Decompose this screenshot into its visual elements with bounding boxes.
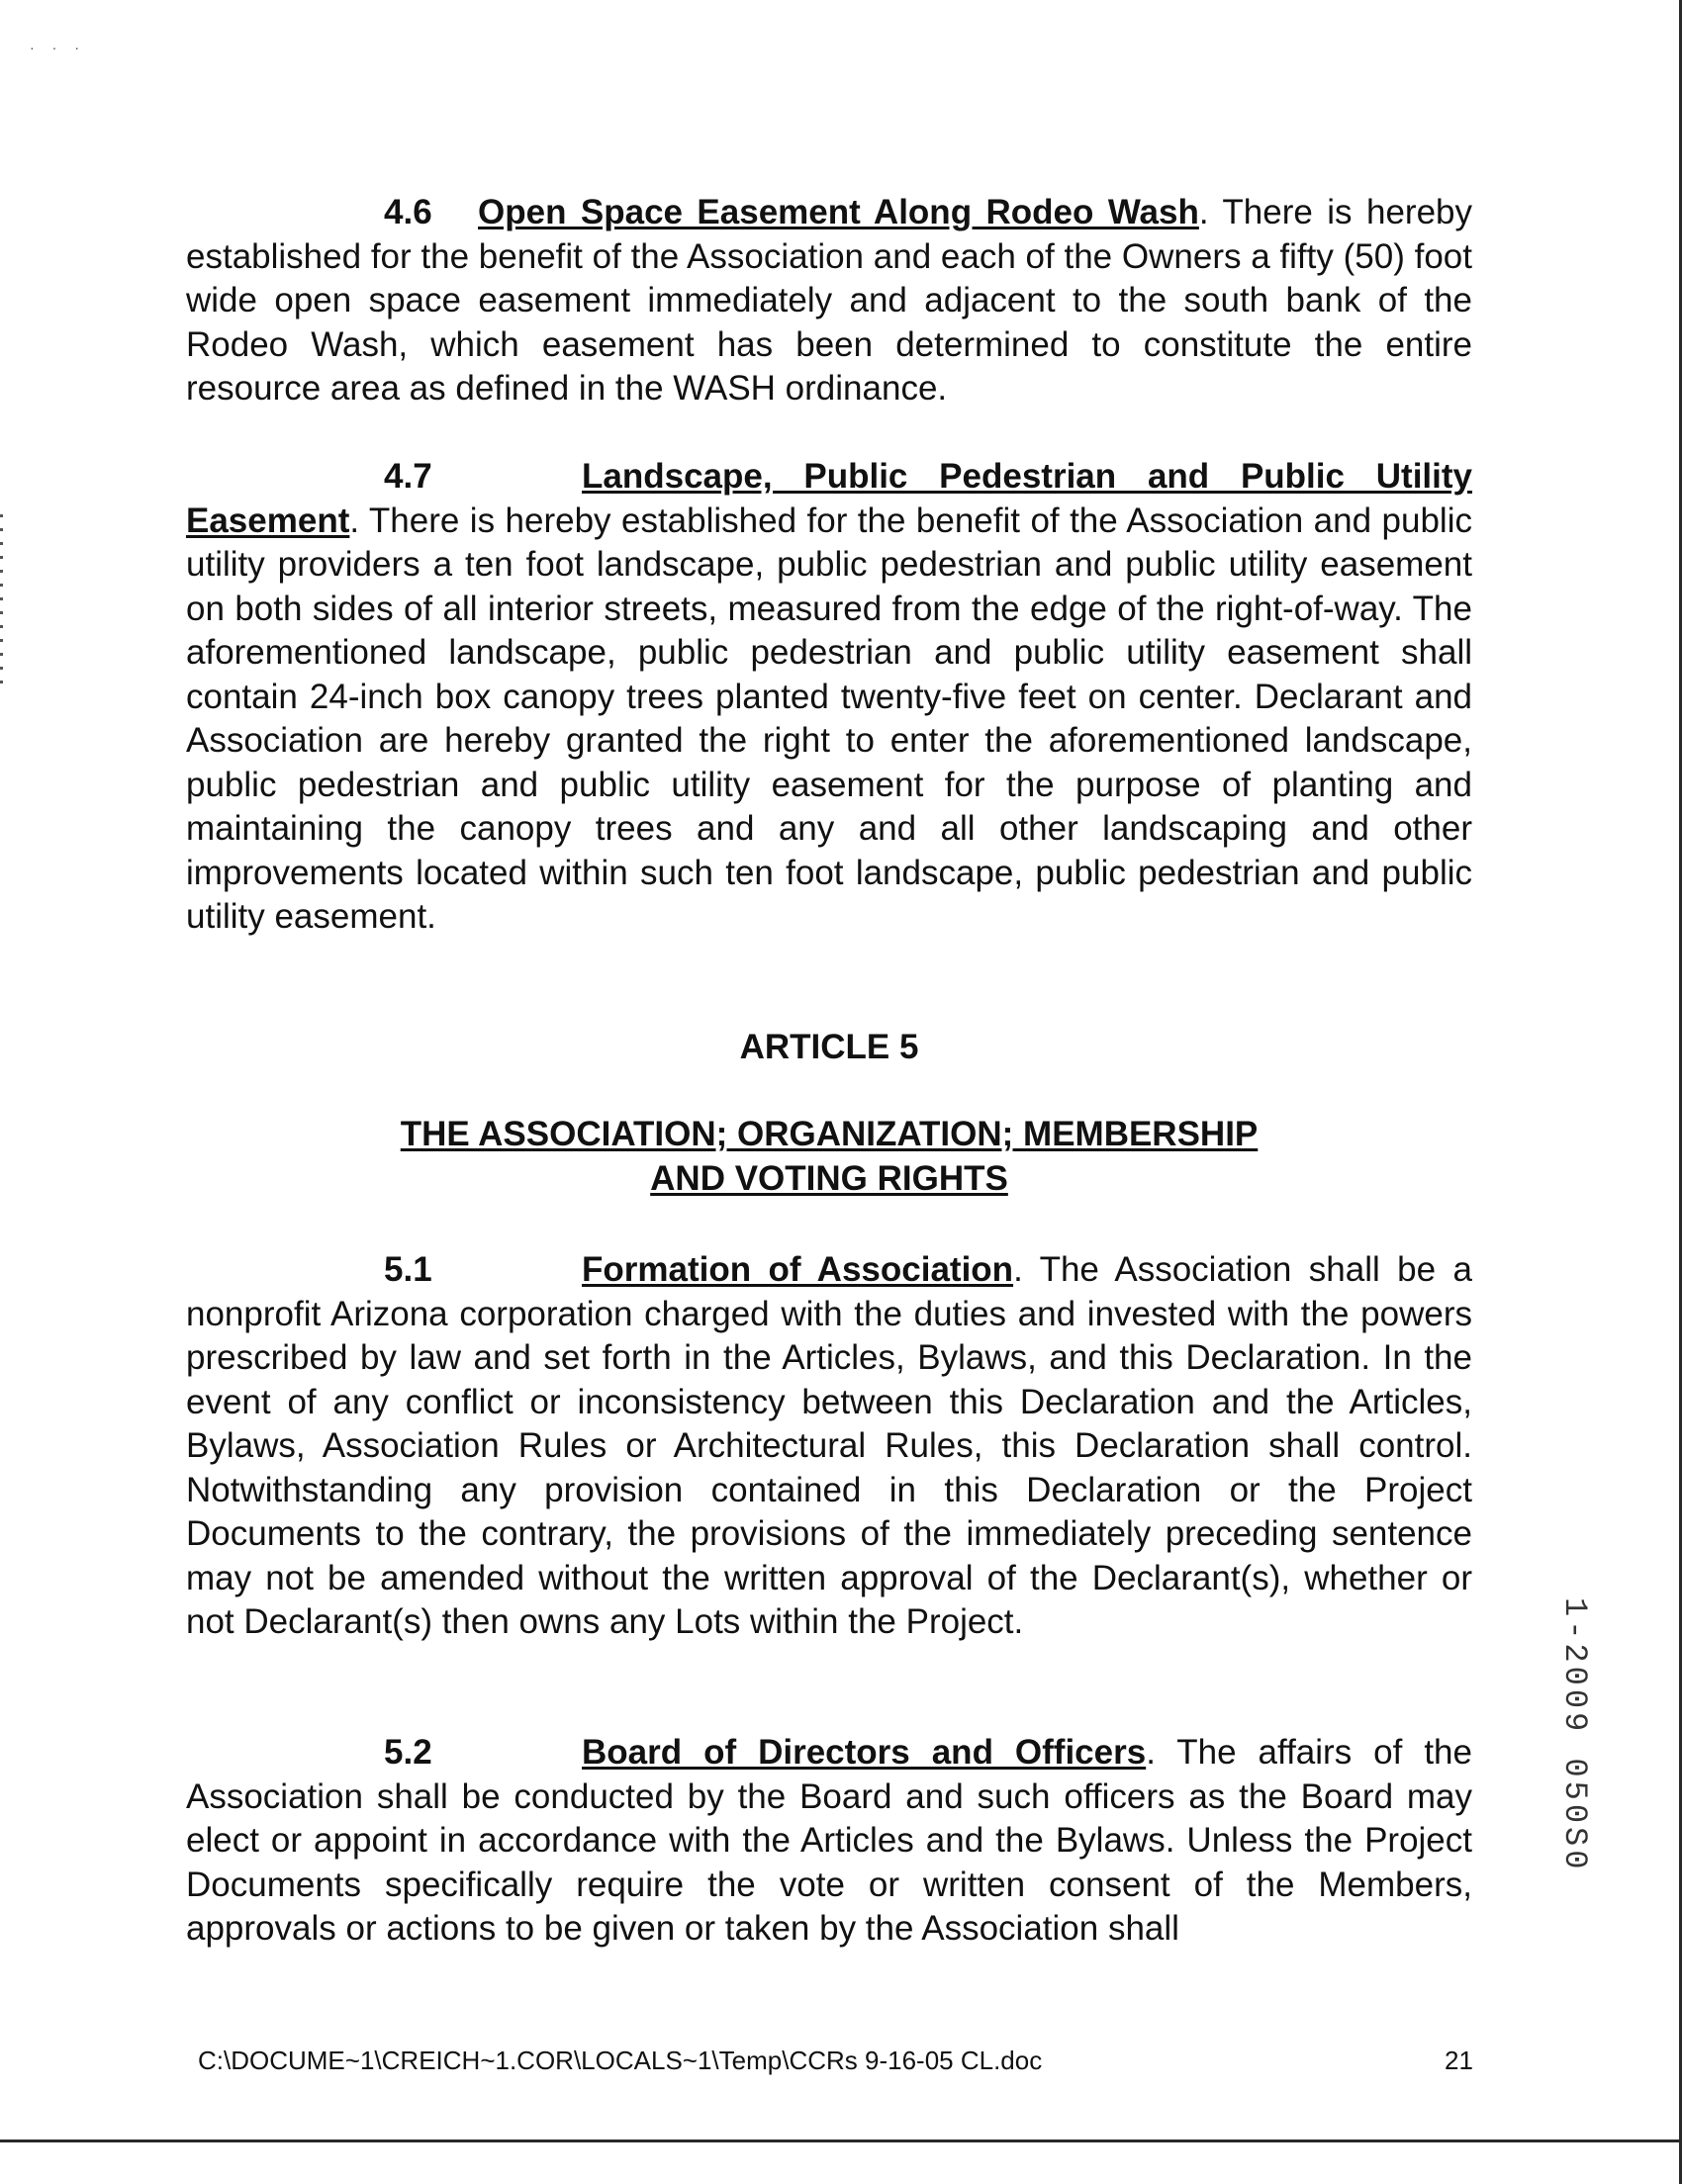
- scan-specks: ···: [30, 40, 97, 55]
- section-number: 4.6: [384, 193, 432, 231]
- section-4-7-paragraph: 4.7 Landscape, Public Pedestrian and Public Utility Easement. There is hereby established for the benefit of the Association and public utility providers a ten foot landscape, public pedestrian and public utility easement on both sides of all interior streets, measured from the edge of the right-of-way. The aforementioned landscape, public pedestrian and public utility easement shall contain 24-inch box canopy trees planted twenty-five feet on center. Declarant and Association are hereby granted the right to enter the aforementioned landscape, public pedestrian and public utility easement for the purpose of planting and maintaining the canopy trees and any and all other landscaping and other improvements located within such ten foot landscape, public pedestrian and public utility easement.: [186, 457, 1472, 936]
- section-5-2-paragraph: 5.2 Board of Directors and Officers. The affairs of the Association shall be conducted by the Board and such officers as the Board may elect or appoint in accordance with the Articles and the Bylaws. Unless the Project Documents specifically require the vote or written consent of the Members, approvals or actions to be given or taken by the Association shall: [186, 1733, 1472, 1948]
- section-4-6-paragraph: 4.6 Open Space Easement Along Rodeo Wash. There is hereby established for the benefit of the Association and each of the Owners a fifty (50) foot wide open space easement immediately and adjacent to the south bank of the Rodeo Wash, which easement has been determined to constitute the entire resource area as defined in the WASH ordinance.: [186, 193, 1472, 408]
- footer-file-path: C:\DOCUME~1\CREICH~1.COR\LOCALS~1\Temp\CCRs 9-16-05 CL.doc: [198, 2046, 1043, 2075]
- article-subtitle: [186, 1113, 1472, 1201]
- section-title: Open Space Easement Along Rodeo Wash: [478, 193, 1199, 231]
- section-5-2: [186, 1731, 1472, 1952]
- article-subtitle-line-1: THE ASSOCIATION; ORGANIZATION; MEMBERSHIP: [400, 1115, 1259, 1153]
- article-heading: ARTICLE 5: [739, 1028, 919, 1066]
- section-number: 5.1: [384, 1250, 432, 1289]
- section-4-6: [186, 191, 1472, 411]
- page-number: 21: [1445, 2046, 1473, 2075]
- section-4-7: [186, 455, 1472, 940]
- recording-stamp: 1-2009 050S0: [1556, 1597, 1593, 1873]
- section-body: There is hereby established for the benefit of the Association and each of the Owners a fifty (50) foot wide open space easement immediately and adjacent to the south bank of the Rodeo Wash, which easement has been determined to constitute the entire resource area as defined in the WASH ordinance.: [186, 193, 1472, 408]
- section-title: Board of Directors and Officers: [582, 1733, 1147, 1772]
- section-5-1: [186, 1248, 1472, 1645]
- scan-border-bottom: [0, 2139, 1682, 2142]
- section-title: Landscape, Public Pedestrian and Public Utility Easement: [186, 457, 1472, 540]
- article-subtitle-line-2: AND VOTING RIGHTS: [650, 1158, 1008, 1198]
- section-body: The affairs of the Association shall be conducted by the Board and such officers as the Board may elect or appoint in accordance with the Articles and the Bylaws. Unless the Project Documents specifically require the vote or written consent of the Members, approvals or actions to be given or taken by the Association shall: [186, 1733, 1472, 1948]
- section-5-1-paragraph: 5.1 Formation of Association. The Association shall be a nonprofit Arizona corporation charged with the duties and invested with the powers prescribed by law and set forth in the Articles, Bylaws, and this Declaration. In the event of any conflict or inconsistency between this Declaration and the Articles, Bylaws, Association Rules or Architectural Rules, this Declaration shall control. Notwithstanding any provision contained in this Declaration or the Project Documents to the contrary, the provisions of the immediately preceding sentence may not be amended without the written approval of the Declarant(s), whether or not Declarant(s) then owns any Lots within the Project.: [186, 1250, 1472, 1641]
- section-number: 5.2: [384, 1733, 432, 1772]
- section-number: 4.7: [384, 457, 432, 496]
- scan-border-left-ticks: [0, 514, 3, 692]
- section-title: Formation of Association: [582, 1250, 1014, 1289]
- section-body: The Association shall be a nonprofit Arizona corporation charged with the duties and invested with the powers prescribed by law and set forth in the Articles, Bylaws, and this Declaration. In the event of any conflict or inconsistency between this Declaration and the Articles, Bylaws, Association Rules or Architectural Rules, this Declaration shall control. Notwithstanding any provision contained in this Declaration or the Project Documents to the contrary, the provisions of the immediately preceding sentence may not be amended without the written approval of the Declarant(s), whether or not Declarant(s) then owns any Lots within the Project.: [186, 1250, 1472, 1641]
- section-body: There is hereby established for the benefit of the Association and public utility providers a ten foot landscape, public pedestrian and public utility easement on both sides of all interior streets, measured from the edge of the right-of-way. The aforementioned landscape, public pedestrian and public utility easement shall contain 24-inch box canopy trees planted twenty-five feet on center. Declarant and Association are hereby granted the right to enter the aforementioned landscape, public pedestrian and public utility easement for the purpose of planting and maintaining the canopy trees and any and all other landscaping and other improvements located within such ten foot landscape, public pedestrian and public utility easement.: [186, 500, 1472, 936]
